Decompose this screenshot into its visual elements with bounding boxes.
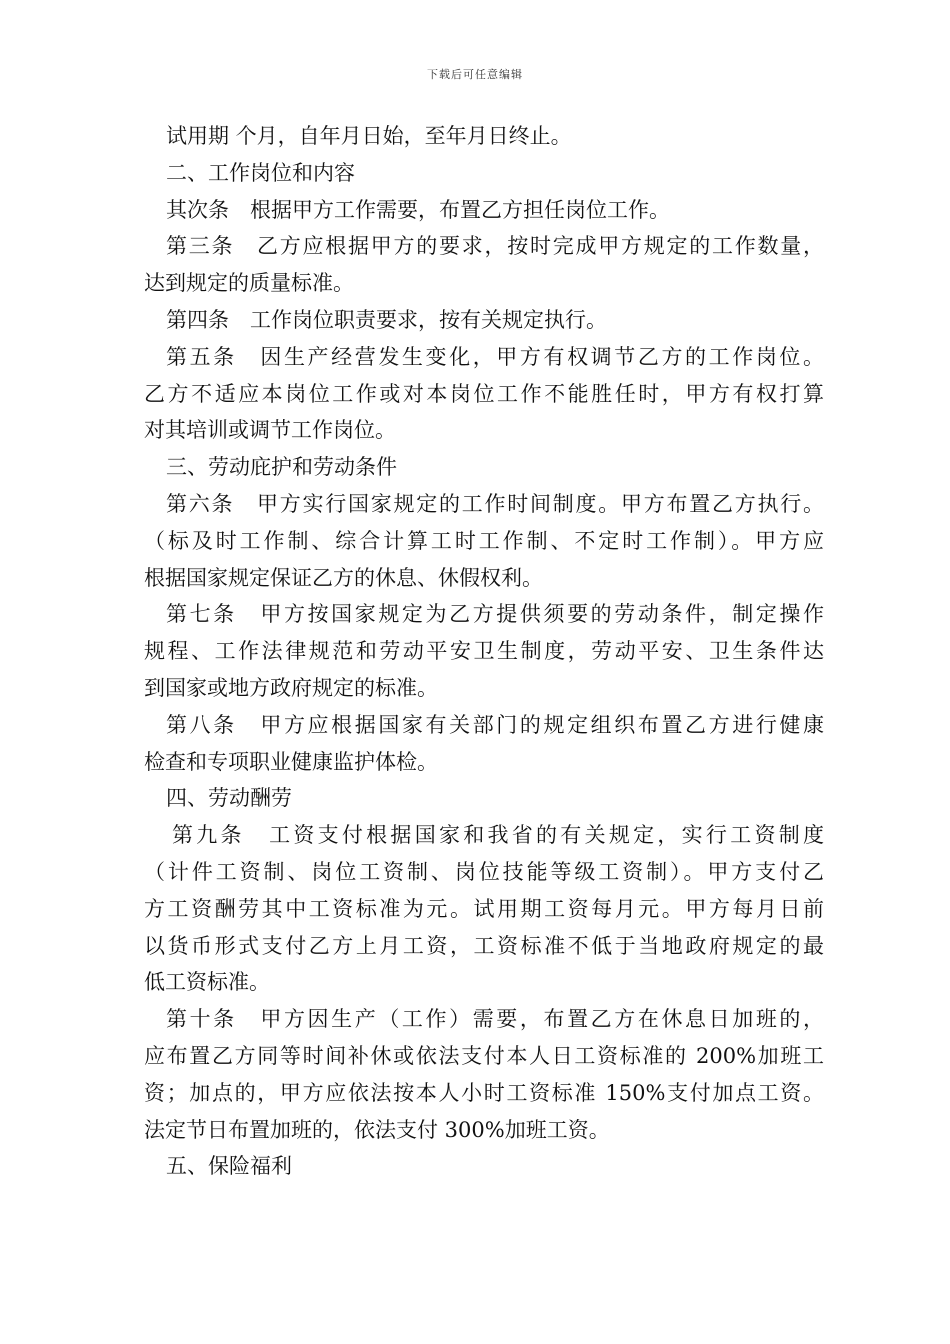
- section-heading: 三、劳动庇护和劳动条件: [166, 455, 397, 480]
- paragraph-line: 乙方不适应本岗位工作或对本岗位工作不能胜任时，甲方有权打算: [144, 381, 824, 406]
- paragraph-line: 第九条 工资支付根据国家和我省的有关规定，实行工资制度: [172, 823, 824, 848]
- paragraph-line: 规程、工作法律规范和劳动平安卫生制度，劳动平安、卫生条件达: [144, 639, 824, 664]
- paragraph-line: 第十条 甲方因生产（工作）需要，布置乙方在休息日加班的，: [166, 1007, 824, 1032]
- paragraph-line: 第四条 工作岗位职责要求，按有关规定执行。: [166, 307, 607, 332]
- paragraph-line: 到国家或地方政府规定的标准。: [144, 675, 438, 700]
- paragraph-line: 试用期 个月，自年月日始，至年月日终止。: [166, 124, 572, 148]
- section-heading: 二、工作岗位和内容: [166, 160, 355, 185]
- paragraph-line: 法定节日布置加班的，依法支付 300%加班工资。: [144, 1117, 610, 1142]
- paragraph-line: 对其培训或调节工作岗位。: [144, 418, 396, 443]
- paragraph-line: 根据国家规定保证乙方的休息、休假权利。: [144, 565, 543, 590]
- paragraph-line: 第五条 因生产经营发生变化，甲方有权调节乙方的工作岗位。: [166, 344, 824, 369]
- paragraph-line: 第六条 甲方实行国家规定的工作时间制度。甲方布置乙方执行。: [166, 491, 824, 516]
- paragraph-line: 低工资标准。: [144, 970, 270, 995]
- paragraph-line: 达到规定的质量标准。: [144, 271, 354, 296]
- paragraph-line: 第八条 甲方应根据国家有关部门的规定组织布置乙方进行健康: [166, 712, 824, 737]
- page-header-note: 下载后可任意编辑: [427, 68, 523, 81]
- section-heading: 四、劳动酬劳: [166, 786, 292, 811]
- paragraph-line: 其次条 根据甲方工作需要，布置乙方担任岗位工作。: [166, 197, 670, 222]
- paragraph-line: （标及时工作制、综合计算工时工作制、不定时工作制）。甲方应: [144, 528, 824, 553]
- paragraph-line: 检查和专项职业健康监护体检。: [144, 749, 438, 774]
- paragraph-line: 第三条 乙方应根据甲方的要求，按时完成甲方规定的工作数量，: [166, 234, 824, 259]
- paragraph-line: 应布置乙方同等时间补休或依法支付本人日工资标准的 200%加班工: [144, 1043, 824, 1068]
- section-heading: 五、保险福利: [166, 1154, 292, 1179]
- paragraph-line: 第七条 甲方按国家规定为乙方提供须要的劳动条件，制定操作: [166, 602, 824, 627]
- paragraph-line: 以货币形式支付乙方上月工资，工资标准不低于当地政府规定的最: [144, 933, 824, 958]
- paragraph-line: 方工资酬劳其中工资标准为元。试用期工资每月元。甲方每月日前: [144, 896, 824, 921]
- paragraph-line: 资；加点的，甲方应依法按本人小时工资标准 150%支付加点工资。: [144, 1080, 824, 1105]
- document-body: [144, 118, 824, 1185]
- paragraph-line: （计件工资制、岗位工资制、岗位技能等级工资制）。甲方支付乙: [144, 859, 824, 884]
